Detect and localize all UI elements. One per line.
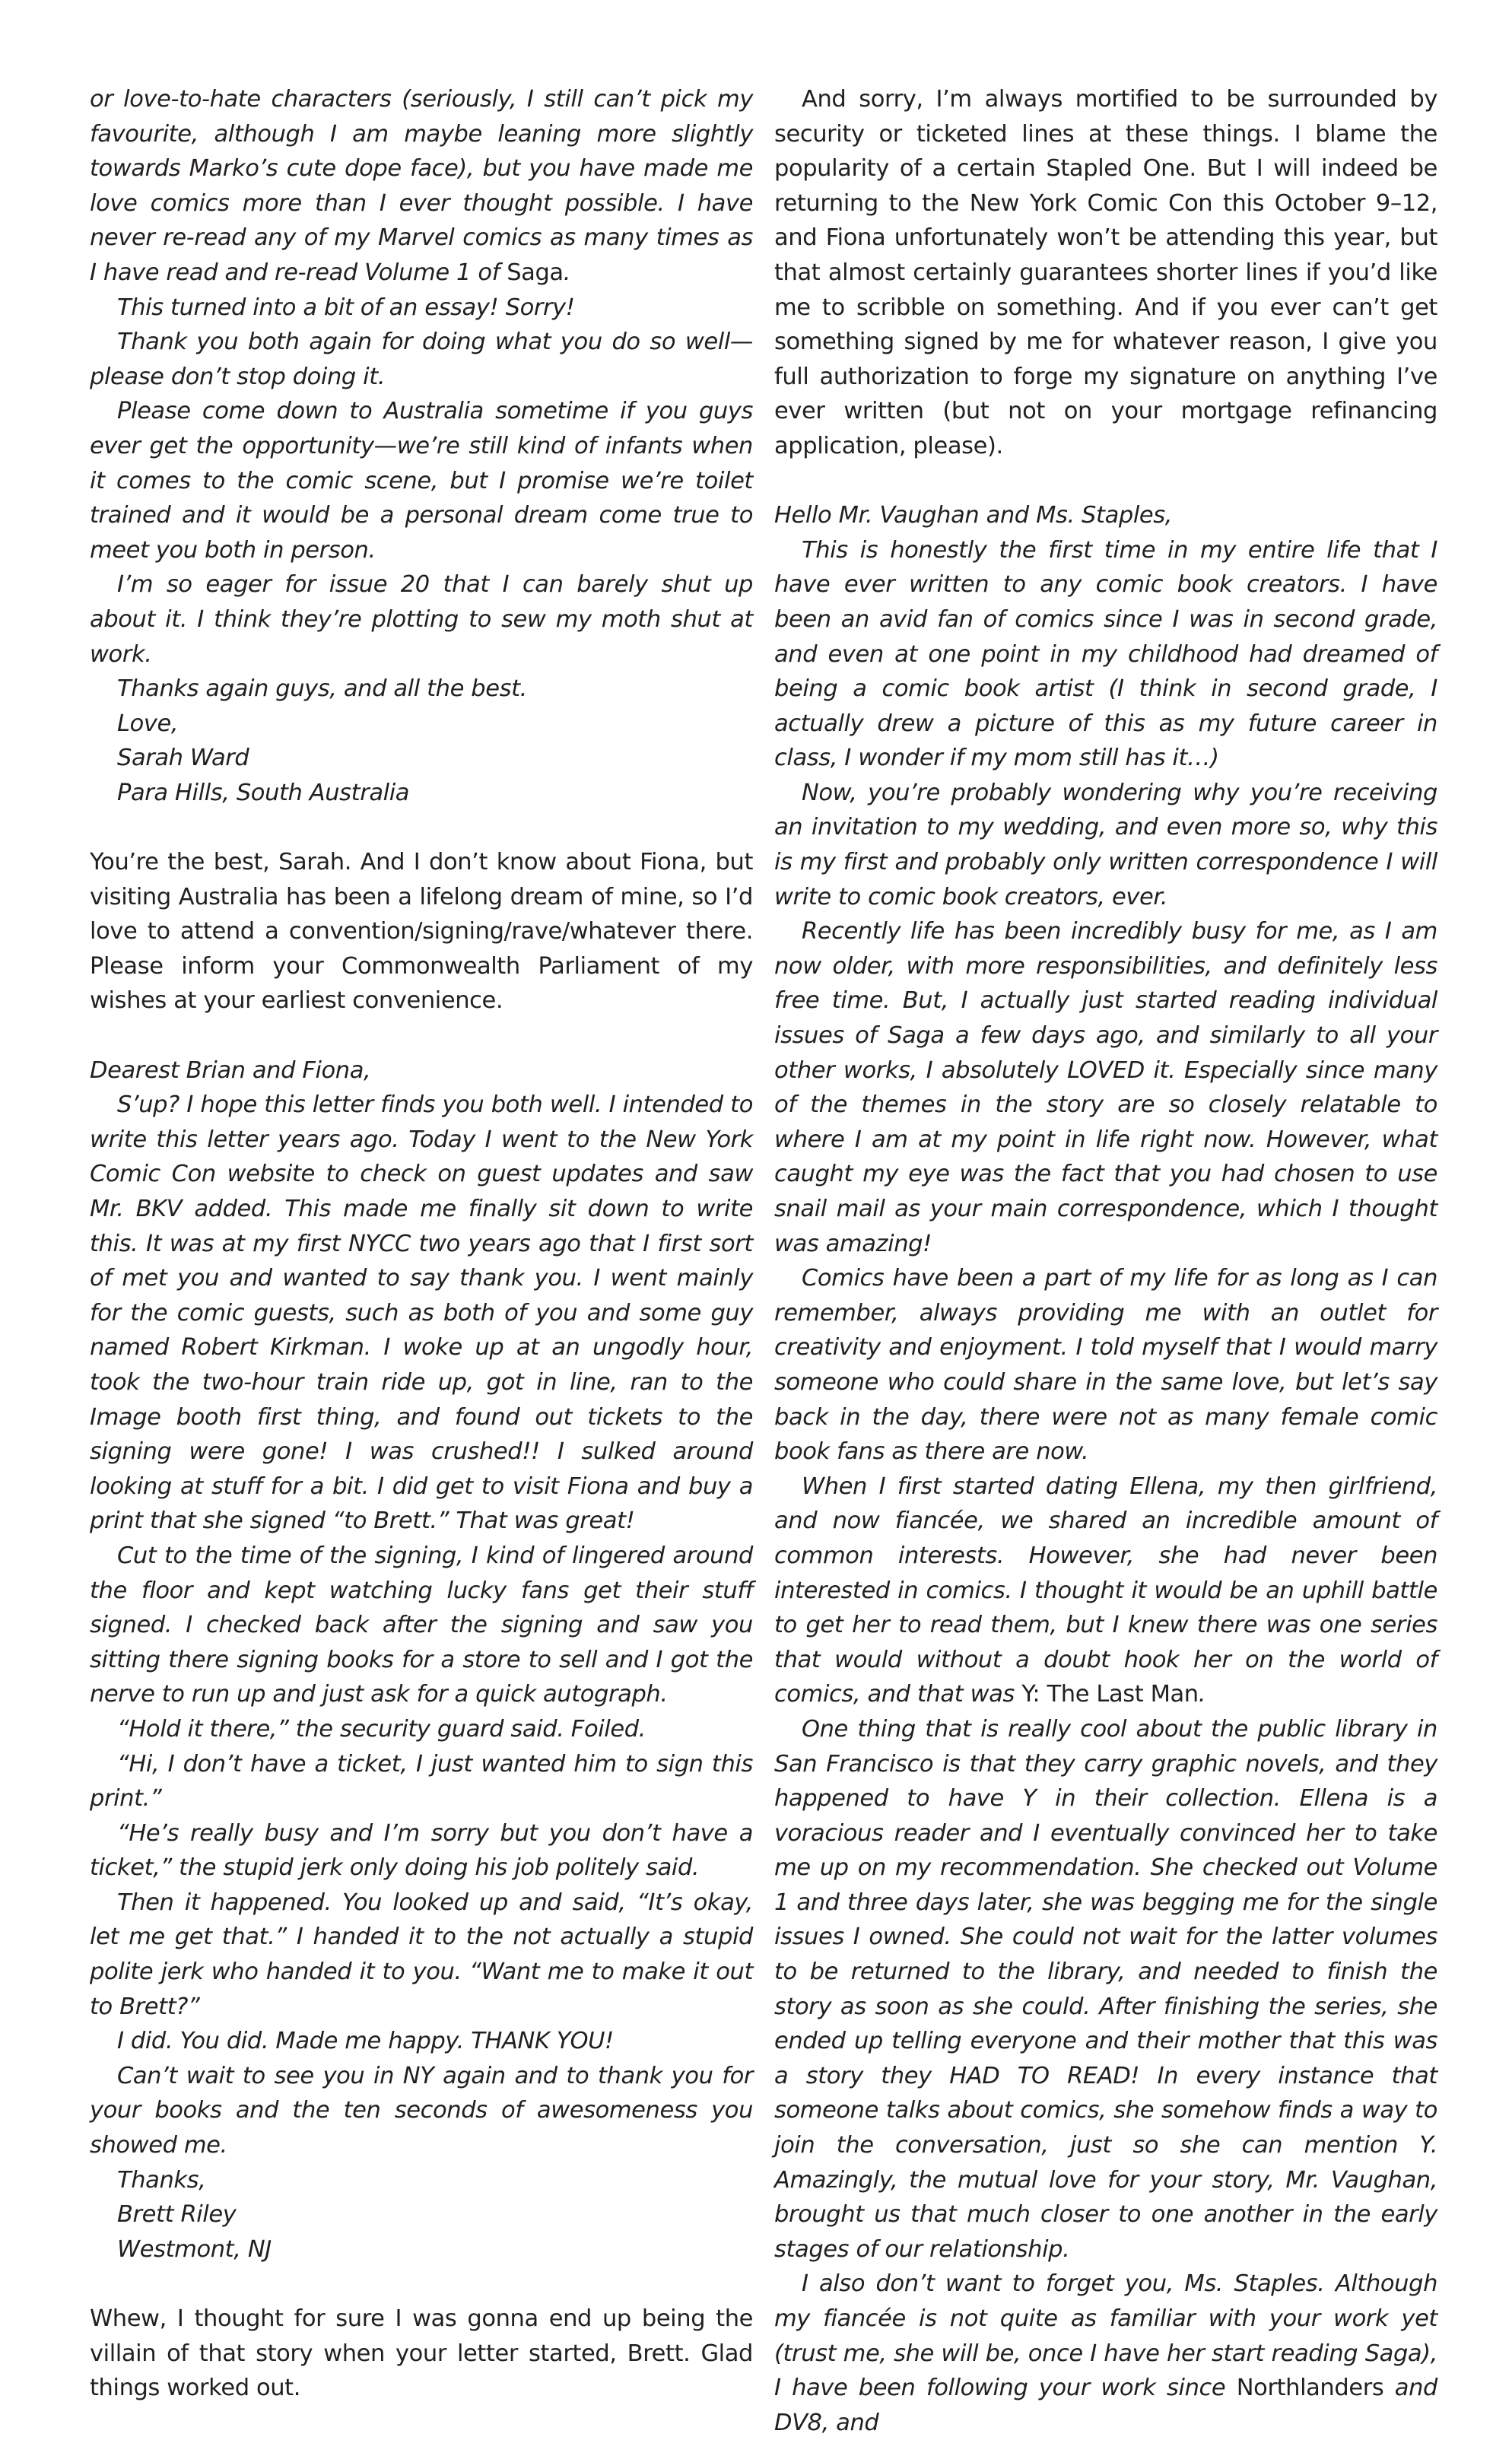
letter-paragraph: “Hold it there,” the security guard said. Foiled. — [117, 1715, 646, 1743]
letter-paragraph: This is honestly the first time in my entire life that I have ever written to any comic book creators. I have been an avid fan of comics since I was in second grade, and even at one point in my childhood had dreamed of being a comic book artist (I think in second grade, I actually drew a picture of this as my future career in class, I wonder if my mom still has it…) — [774, 536, 1437, 772]
right-column — [774, 82, 1437, 2440]
letter-paragraph: Thanks again guys, and all the best. — [117, 675, 527, 703]
editor-reply: Whew, I thought for sure I was gonna end up being the villain of that story when your letter started, Brett. Glad things worked out. — [90, 2305, 753, 2402]
letter-paragraph: Then it happened. You looked up and said, “It’s okay, let me get that.” I handed it to the not actually a stupid polite jerk who handed it to you. “Want me to make it out to Brett?” — [90, 1889, 753, 2020]
letter-paragraph: Now, you’re probably wondering why you’re receiving an invitation to my wedding, and even more so, why this is my first and probably only written correspondence I will write to comic book creators, ever. — [774, 779, 1437, 910]
letter-paragraph: Comics have been a part of my life for as long as I can remember, always providing me with an outlet for creativity and enjoyment. I told myself that I would marry someone who could share in the same love, but let’s say back in the day, there were not as many female comic book fans as there are now. — [774, 1265, 1437, 1466]
letter-signature-name: Brett Riley — [117, 2201, 237, 2229]
letter-salutation: Dearest Brian and Fiona, — [90, 1056, 371, 1084]
letter-paragraph: or love-to-hate characters (seriously, I still can’t pick my favourite, although I am maybe leaning more slightly towards Marko’s cute dope face), but you have made me love comics more than I ever thought possible. I have never re-read any of my Marvel comics as many times as I have read and re-read Volume 1 of Saga. — [90, 86, 753, 286]
book-title: DV8 — [774, 2409, 822, 2436]
letter-signature-name: Sarah Ward — [117, 745, 249, 772]
letter-paragraph: Thank you both again for doing what you do so well—please don’t stop doing it. — [90, 329, 753, 390]
letter-paragraph: One thing that is really cool about the public library in San Francisco is that they carry graphic novels, and they happened to have Y in their collection. Ellena is a voracious reader and I eventually convinced her to take me up on my recommendation. She checked out Volume 1 and three days later, she was begging me for the single issues I owned. She could not wait for the latter volumes to be returned to the library, and needed to finish the story as soon as she could. After finishing the series, she ended up telling everyone and their mother that this was a story they HAD TO READ! In every instance that someone talks about comics, she somehow finds a way to join the conversation, just so she can mention Y. Amazingly, the mutual love for your story, Mr. Vaughan, brought us that much closer to one another in the early stages of our relationship. — [774, 1715, 1437, 2263]
letter-paragraph: S’up? I hope this letter finds you both well. I intended to write this letter years ago. Today I went to the New York Comic Con website to check on guest updates and saw Mr. BKV added. This made me finally sit down to write this. It was at my first NYCC two years ago that I first sort of met you and wanted to say thank you. I went mainly for the comic guests, such as both of you and some guy named Robert Kirkman. I woke up at an ungodly hour, took the two-hour train ride up, got in line, ran to the Image booth first thing, and found out tickets to the signing were gone! I was crushed!! I sulked around looking at stuff for a bit. I did get to visit Fiona and buy a print that she signed “to Brett.” That was great! — [90, 1091, 753, 1535]
book-title: Saga — [507, 259, 564, 286]
letter-salutation: Hello Mr. Vaughan and Ms. Staples, — [774, 502, 1173, 529]
letter-signature-location: Para Hills, South Australia — [117, 779, 410, 806]
letter-paragraph: I did. You did. Made me happy. THANK YOU! — [117, 2028, 614, 2055]
letter-paragraph: Can’t wait to see you in NY again and to thank you for your books and the ten seconds of awesomeness you showed me. — [90, 2062, 753, 2159]
letter-paragraph: This turned into a bit of an essay! Sorry! — [117, 294, 575, 321]
letter-paragraph: I also don’t want to forget you, Ms. Staples. Although my fiancée is not quite as familiar with your work yet (trust me, she will be, once I have her start reading Saga), I have been following your work since Northlanders and DV8, and — [774, 2270, 1437, 2436]
letter-signoff: Love, — [117, 710, 179, 737]
letter-paragraph: Please come down to Australia sometime if you guys ever get the opportunity—we’re still kind of infants when it comes to the comic scene, but I promise we’re toilet trained and it would be a personal dream come true to meet you both in person. — [90, 398, 753, 564]
letter-paragraph: “He’s really busy and I’m sorry but you don’t have a ticket,” the stupid jerk only doing his job politely said. — [90, 1819, 753, 1882]
book-title: Y: The Last Man — [1021, 1681, 1199, 1708]
editor-reply: You’re the best, Sarah. And I don’t know about Fiona, but visiting Australia has been a lifelong dream of mine, so I’d love to attend a convention/signing/rave/whatever there. Please inform your Commonwealth Parliament of my wishes at your earliest convenience. — [90, 849, 753, 1015]
letter-signature-location: Westmont, NJ — [117, 2235, 272, 2263]
book-title: Northlanders — [1236, 2375, 1384, 2402]
letter-paragraph: When I first started dating Ellena, my then girlfriend, and now fiancée, we shared an incredible amount of common interests. However, she had never been interested in comics. I thought it would be an uphill battle to get her to read them, but I knew there was one series that would without a doubt hook her on the world of comics, and that was Y: The Last Man. — [774, 1473, 1437, 1708]
editor-reply: And sorry, I’m always mortified to be surrounded by security or ticketed lines at these things. I blame the popularity of a certain Stapled One. But I will indeed be returning to the New York Comic Con this October 9–12, and Fiona unfortunately won’t be attending this year, but that almost certainly guarantees shorter lines if you’d like me to scribble on something. And if you ever can’t get something signed by me for whatever reason, I give you full authorization to forge my signature on anything I’ve ever written (but not on your mortgage refinancing application, please). — [774, 86, 1437, 459]
letter-paragraph: Recently life has been incredibly busy for me, as I am now older, with more responsibilities, and definitely less free time. But, I actually just started reading individual issues of Saga a few days ago, and similarly to all your other works, I absolutely LOVED it. Especially since many of the themes in the story are so closely relatable to where I am at my point in life right now. However, what caught my eye was the fact that you had chosen to use snail mail as your main correspondence, which I thought was amazing! — [774, 918, 1437, 1257]
left-column — [90, 82, 753, 2406]
letter-paragraph: I’m so eager for issue 20 that I can barely shut up about it. I think they’re plotting to sew my moth shut at work. — [90, 571, 753, 668]
letter-signoff: Thanks, — [117, 2166, 206, 2194]
letter-paragraph: “Hi, I don’t have a ticket, I just wanted him to sign this print.” — [90, 1750, 753, 1813]
letter-paragraph: Cut to the time of the signing, I kind of lingered around the floor and kept watching lucky fans get their stuff signed. I checked back after the signing and saw you sitting there signing books for a store to sell and I got the nerve to run up and just ask for a quick autograph. — [90, 1542, 753, 1708]
